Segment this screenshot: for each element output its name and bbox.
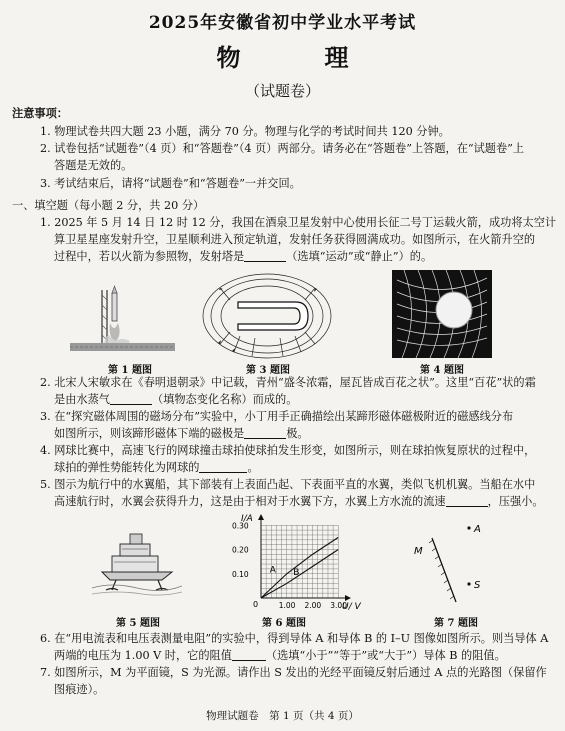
note-item: 答题是无效的。: [54, 159, 133, 172]
question-2-line: 是由水蒸气 （填物态变化名称）而成的。: [54, 393, 298, 406]
y-tick-label: 0.30: [232, 521, 249, 531]
question-3-line: 3. 在“探究磁体周围的磁场分布”实验中，小丁用手正确描绘出某蹄形磁体磁极附近的磁感线分布: [40, 410, 514, 423]
answer-blank: [446, 494, 488, 507]
figure-1-rocket: [70, 275, 175, 360]
notes-heading: 注意事项：: [12, 106, 68, 120]
figure-3-magnet: [200, 272, 335, 360]
figure-7-mirror: [406, 518, 506, 613]
source-s-label: S: [474, 580, 481, 591]
figure-4-caption: 第 4 题图: [420, 365, 464, 376]
figure-7-caption: 第 7 题图: [434, 618, 478, 629]
series-a-label: A: [269, 565, 276, 576]
point-a-label: A: [474, 524, 481, 535]
figure-6-caption: 第 6 题图: [262, 618, 306, 629]
x-tick-label: 1.00: [278, 601, 296, 610]
note-item: 3. 考试结束后，请将“试题卷”和“答题卷”一并交回。: [40, 177, 301, 190]
question-4-line: 球拍的弹性势能转化为网球的 。: [54, 461, 259, 474]
figure-5-hydrofoil: [92, 522, 182, 597]
answer-blank: [232, 648, 266, 661]
section-title: 一、填空题（每小题 2 分，共 20 分）: [12, 199, 205, 212]
y-axis-label: I/A: [241, 514, 253, 524]
question-5-line: 高速航行时，水翼会获得升力，这是由于相对于水翼下方，水翼上方水流的流速 ，压强小。: [54, 495, 544, 508]
question-7-line: 7. 如图所示，M 为平面镜，S 为光源。请作出 S 发出的光经平面镜反射后通过 A 点的光路图（保留作: [40, 666, 547, 679]
subject-title: 物 理: [216, 43, 379, 72]
answer-blank: [199, 460, 247, 473]
x-axis-label: U/ V: [342, 602, 361, 612]
question-6-line: 6. 在“用电流表和电压表测量电阻”的实验中，得到导体 A 和导体 B 的 I–U 图像如图所示。则当导体 A: [40, 632, 549, 645]
question-1-line: 1. 2025 年 5 月 14 日 12 时 12 分，我国在酒泉卫星发射中心使用长征二号丁运载火箭，成功将太空计: [40, 216, 557, 229]
x-tick-label: 2.00: [304, 601, 322, 610]
question-2-line: 2. 北宋人宋敏求在《春明退朝录》中记载，青州“盛冬浓霜，屋瓦皆成百花之状”。这里“百花”状的霜: [40, 376, 536, 389]
question-1-line: 过程中，若以火箭为参照物，发射塔是 （选填“运动”或“静止”）的。: [54, 250, 433, 263]
y-tick-label: 0.10: [232, 569, 249, 579]
note-item: 2. 试卷包括“试题卷”（4 页）和“答题卷”（4 页）两部分。请务必在“答题卷”上答题，在“试题卷”上: [40, 142, 525, 155]
question-6-line: 两端的电压为 1.00 V 时，它的阻值 （选填“小于”“等于”或“大于”）导体 B 的阻值。: [54, 649, 506, 662]
answer-blank: [110, 392, 152, 405]
exam-title: 2025年安徽省初中学业水平考试: [148, 13, 417, 33]
page-footer: 物理试题卷 第 1 页（共 4 页）: [206, 710, 359, 722]
paper-type: （试题卷）: [244, 82, 320, 100]
figure-1-caption: 第 1 题图: [108, 365, 152, 376]
plane-mirror: [432, 538, 456, 602]
origin-label: 0: [253, 600, 259, 609]
series-b-label: B: [293, 567, 300, 578]
y-axis-arrow: [258, 514, 264, 520]
figure-6-iu-graph: [228, 512, 373, 612]
answer-blank: [244, 249, 286, 262]
question-3-line: 如图所示，则该蹄形磁体下端的磁极是 极。: [54, 427, 309, 440]
question-1-line: 算卫星星座发射升空，卫星顺利进入预定轨道，发射任务获得圆满成功。如图所示，在火箭升空的: [54, 233, 536, 246]
source-s-dot: [467, 582, 470, 585]
question-5-line: 5. 图示为航行中的水翼船，其下部装有上表面凸起、下表面平直的水翼，类似飞机机翼。当船在水中: [40, 478, 536, 491]
mirror-label: M: [414, 546, 423, 557]
answer-blank: [244, 426, 286, 439]
x-tick-label: 3.00: [330, 601, 347, 610]
question-4-line: 4. 网球比赛中，高速飞行的网球撞击球拍使球拍发生形变，如图所示，则在球拍恢复原状的过程中，: [40, 444, 536, 457]
figure-5-caption: 第 5 题图: [116, 618, 160, 629]
point-a-dot: [467, 526, 470, 529]
note-item: 1. 物理试卷共四大题 23 小题，满分 70 分。物理与化学的考试时间共 120 分钟。: [40, 125, 450, 138]
figure-4-racket: [392, 270, 492, 358]
question-7-line: 图痕迹）。: [54, 683, 105, 696]
figure-3-caption: 第 3 题图: [246, 365, 290, 376]
y-tick-label: 0.20: [232, 545, 249, 555]
